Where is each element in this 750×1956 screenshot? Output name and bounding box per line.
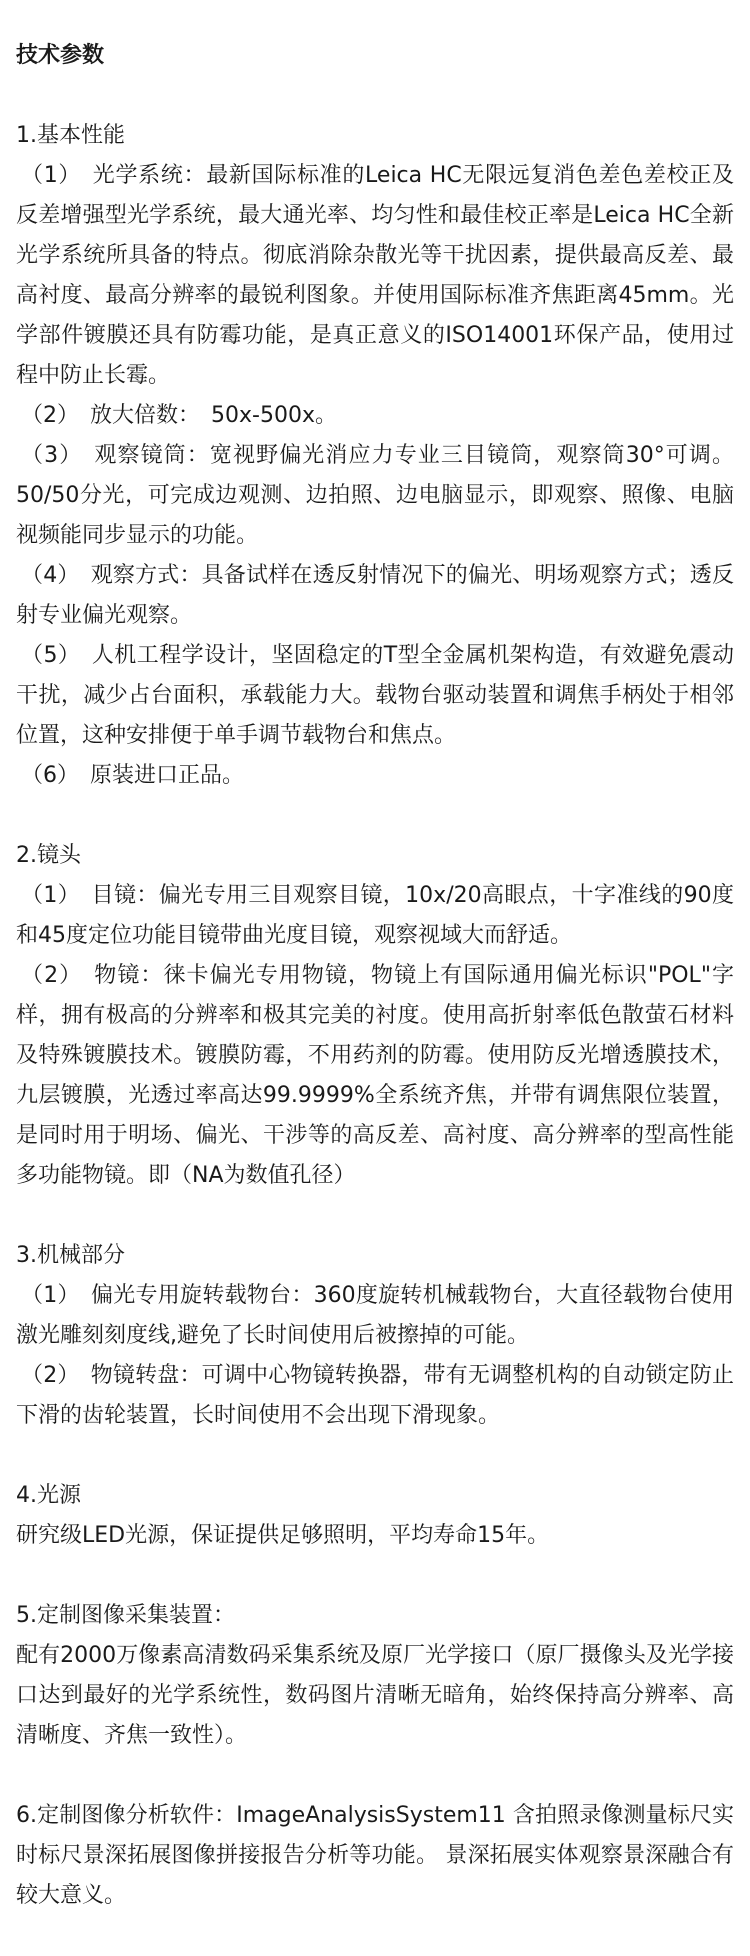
section-heading: 2.镜头 (16, 843, 81, 868)
paragraph: （2） 物镜：徕卡偏光专用物镜，物镜上有国际通用偏光标识"POL"字样，拥有极高的分辨率和极其完美的衬度。使用高折射率低色散萤石材料及特殊镀膜技术。镀膜防霉，不用药剂的防霉。使用防反光增透膜技术，九层镀膜，光透过率高达99.9999%全系统齐焦，并带有调焦限位装置，是同时用于明场、偏光、干涉等的高反差、高衬度、高分辨率的型高性能多功能物镜。即（NA为数值孔径） (16, 963, 734, 1188)
section-heading: 5.定制图像采集装置： (16, 1603, 235, 1628)
paragraph: 研究级LED光源，保证提供足够照明，平均寿命15年。 (16, 1523, 550, 1548)
paragraph: （1） 目镜：偏光专用三目观察目镜，10x/20高眼点，十字准线的90度和45度定位功能目镜带曲光度目镜，观察视域大而舒适。 (16, 883, 734, 948)
section-basic-performance (16, 116, 734, 796)
paragraph: （5） 人机工程学设计，坚固稳定的T型全金属机架构造，有效避免震动干扰，减少占台面积，承载能力大。载物台驱动装置和调焦手柄处于相邻位置，这种安排便于单手调节载物台和焦点。 (16, 643, 734, 748)
section-light-source (16, 1476, 734, 1556)
page-title: 技术参数 (16, 43, 105, 68)
paragraph: （2） 物镜转盘：可调中心物镜转换器，带有无调整机构的自动锁定防止下滑的齿轮装置，长时间使用不会出现下滑现象。 (16, 1363, 734, 1428)
section-heading: 1.基本性能 (16, 123, 125, 148)
section-lens (16, 836, 734, 1196)
paragraph: 6.定制图像分析软件：ImageAnalysisSystem11 含拍照录像测量标尺实时标尺景深拓展图像拼接报告分析等功能。 景深拓展实体观察景深融合有较大意义。 (16, 1803, 734, 1908)
paragraph: （3） 观察镜筒：宽视野偏光消应力专业三目镜筒，观察筒30°可调。50/50分光，可完成边观测、边拍照、边电脑显示，即观察、照像、电脑视频能同步显示的功能。 (16, 443, 734, 548)
paragraph: （6） 原装进口正品。 (21, 763, 244, 788)
paragraph: （1） 光学系统：最新国际标准的Leica HC无限远复消色差色差校正及反差增强型光学系统，最大通光率、均匀性和最佳校正率是Leica HC全新光学系统所具备的特点。彻底消除杂散光等干扰因素，提供最高反差、最高衬度、最高分辨率的最锐利图象。并使用国际标准齐焦距离45mm。光学部件镀膜还具有防霉功能，是真正意义的ISO14001环保产品，使用过程中防止长霉。 (16, 163, 734, 388)
section-analysis-software (16, 1796, 734, 1916)
section-heading: 4.光源 (16, 1483, 81, 1508)
paragraph: （4） 观察方式：具备试样在透反射情况下的偏光、明场观察方式；透反射专业偏光观察。 (16, 563, 734, 628)
paragraph: （2） 放大倍数： 50x-500x。 (21, 403, 337, 428)
section-mechanical (16, 1236, 734, 1436)
paragraph: （1） 偏光专用旋转载物台：360度旋转机械载物台，大直径载物台使用激光雕刻刻度线,避免了长时间使用后被擦掉的可能。 (16, 1283, 734, 1348)
section-heading: 3.机械部分 (16, 1243, 125, 1268)
section-image-capture (16, 1596, 734, 1756)
paragraph: 配有2000万像素高清数码采集系统及原厂光学接口（原厂摄像头及光学接口达到最好的光学系统性，数码图片清晰无暗角，始终保持高分辨率、高清晰度、齐焦一致性）。 (16, 1643, 734, 1748)
